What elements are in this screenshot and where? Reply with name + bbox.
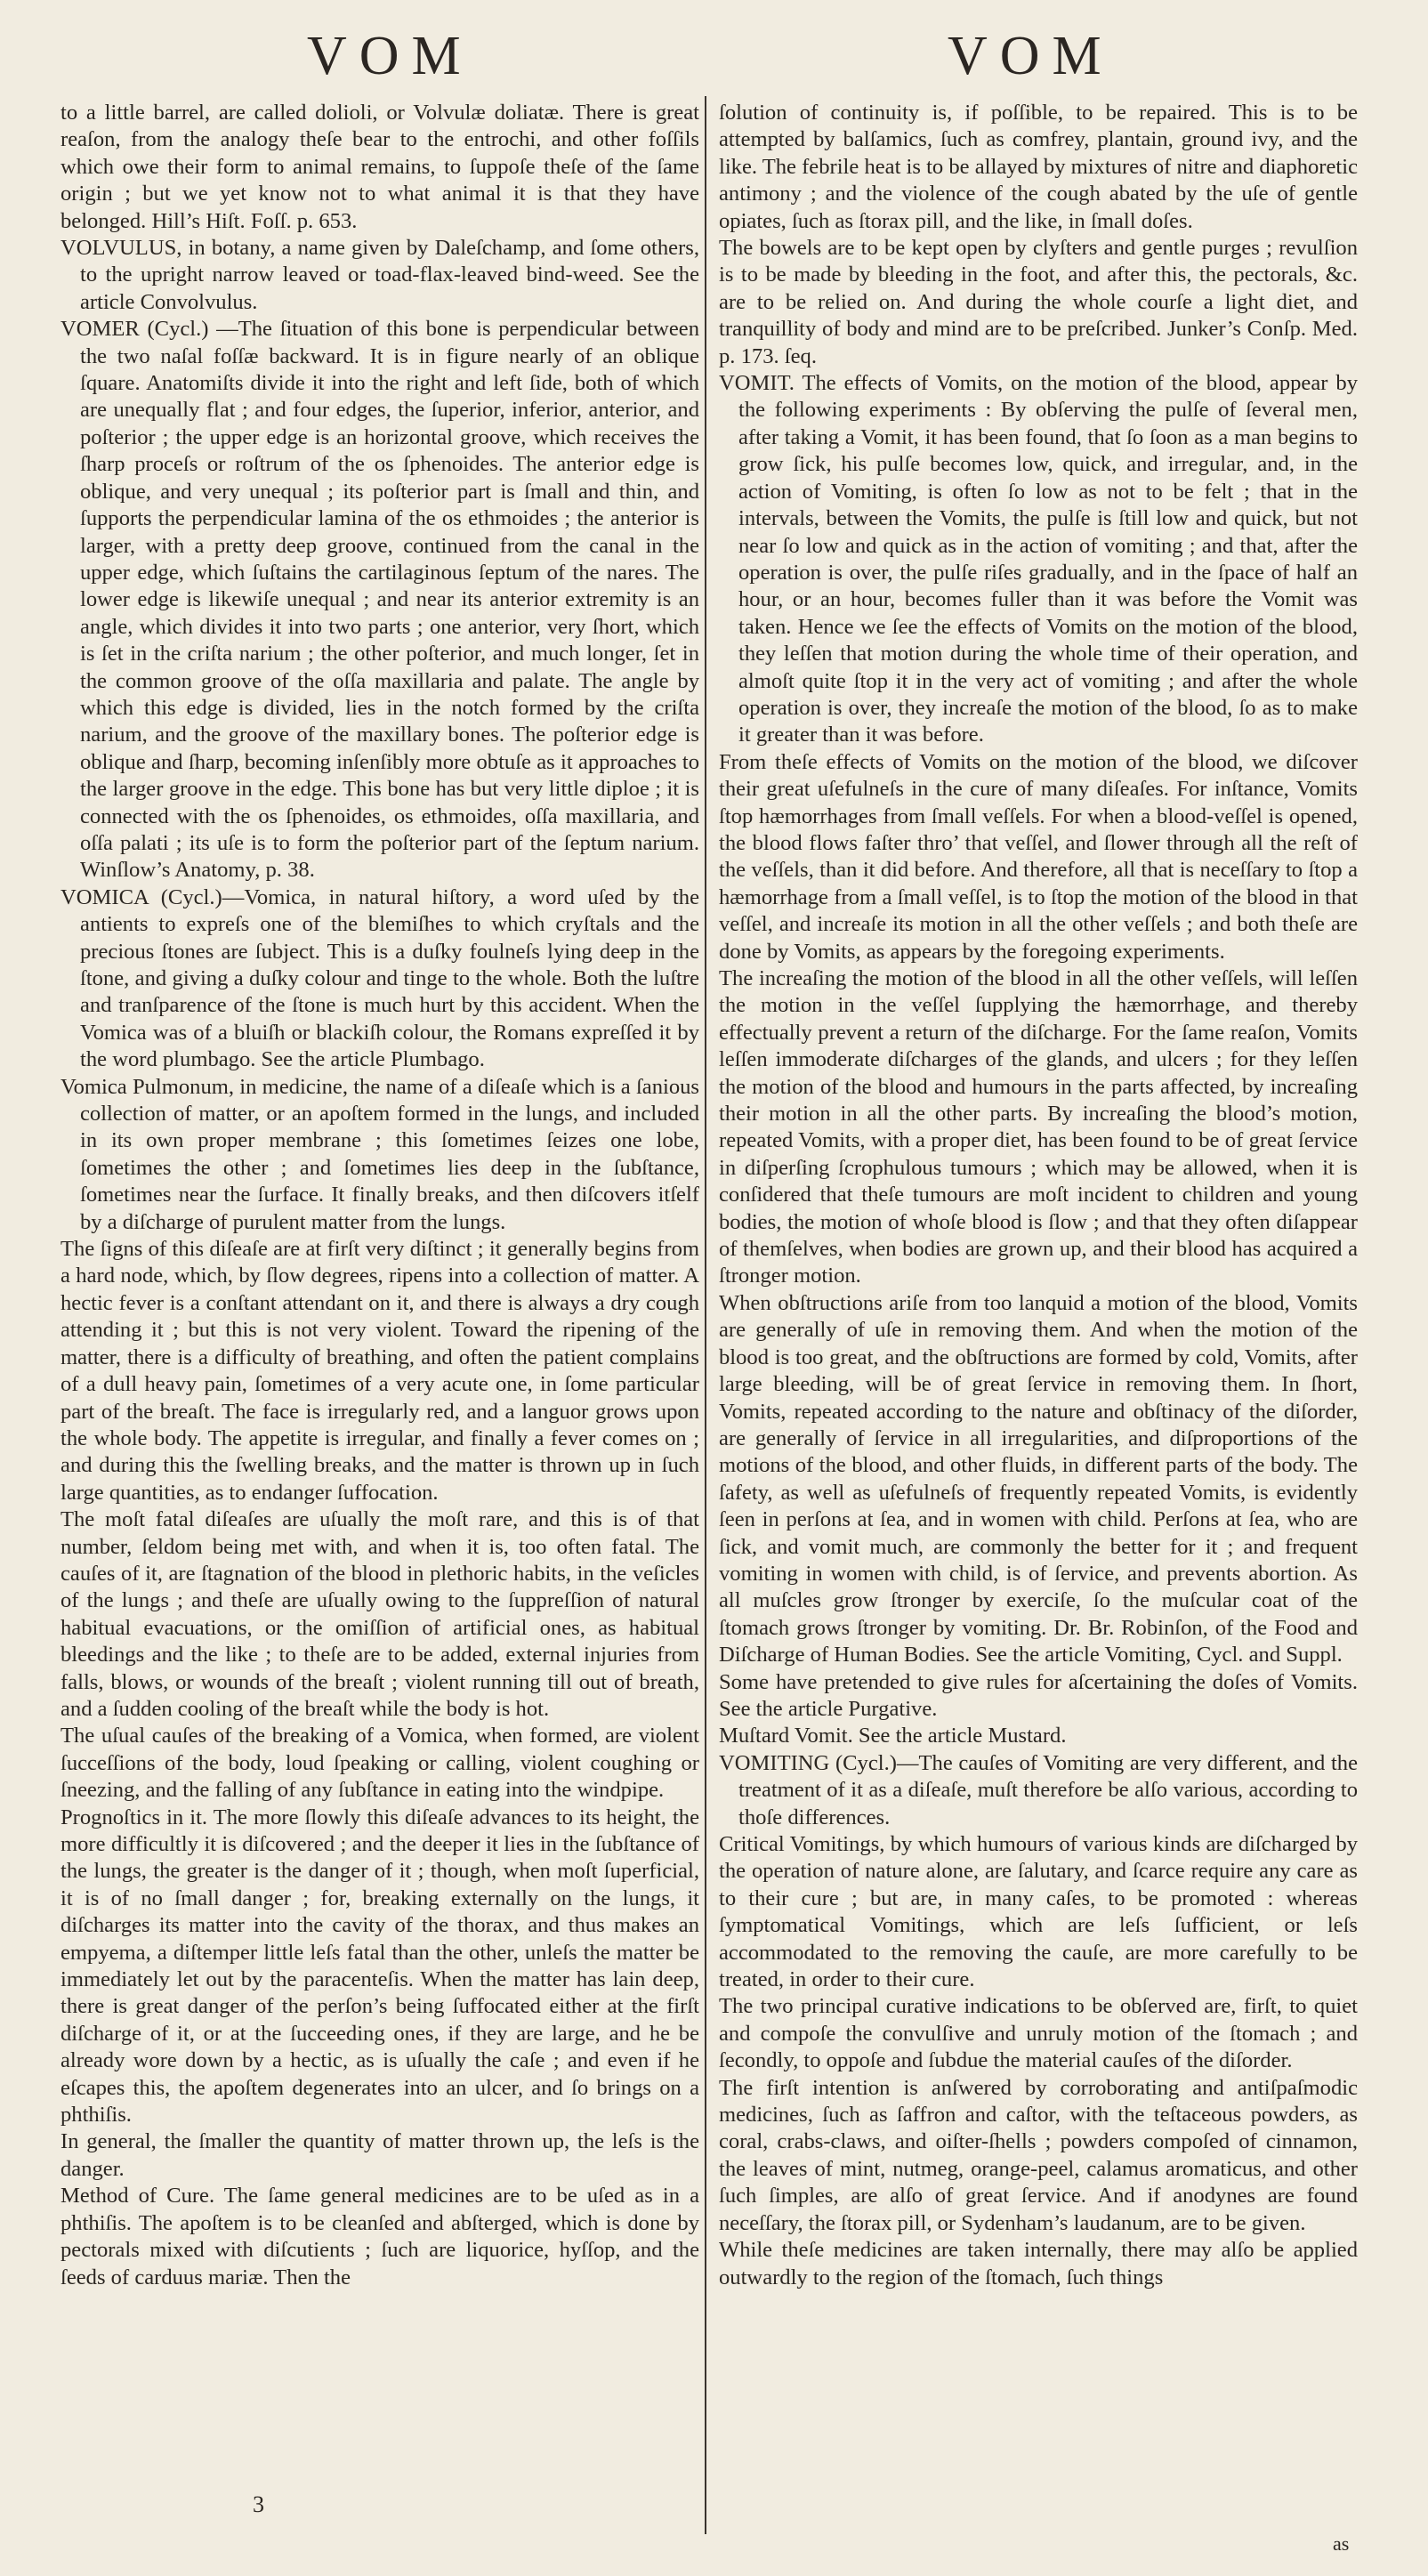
paragraph: While theſe medicines are taken internally, there may alſo be applied outwardly to the region of the ſtomach, ſuch things xyxy=(719,2238,1358,2289)
paragraph: Some have pretended to give rules for aſcertaining the doſes of Vomits. See the article Purgative. xyxy=(719,1669,1358,1721)
entry-volvulus: VOLVULUS, in botany, a name given by Daleſchamp, and ſome others, to the upright narrow leaved or toad-flax-leaved bind-weed. See the article Convolvulus. xyxy=(61,236,699,314)
entry-vomica-pulmonum: Vomica Pulmonum, in medicine, the name of a diſeaſe which is a ſanious collection of matter, or an apoſtem formed in the lungs, and included in its own proper membrane ; this ſometimes ſeizes one lobe, ſometimes the other ; and ſometimes lies deep in the ſubſtance, ſometimes near the ſurface. It finally breaks, and then diſcovers itſelf by a diſcharge of purulent matter from the lungs. xyxy=(61,1074,699,1234)
running-head-right: VOM xyxy=(948,26,1114,86)
entry-vomit: VOMIT. The effects of Vomits, on the motion of the blood, appear by the following experiments : By obſerving the pulſe of ſeveral men, after taking a Vomit, it has been found, that ſo ſoon as a man begins to grow ſick, his pulſe becomes low, quick, and irregular, and, in the action of Vomiting, is often ſo low as not to be felt ; that in the intervals, between the Vomits, the pulſe is ſtill low and quick, but not near ſo low and quick as in the action of vomiting ; and that, after the operation is over, the pulſe riſes gradually, and in the ſpace of half an hour, or an hour, becomes fuller than it was before the Vomit was taken. Hence we ſee the effects of Vomits on the motion of the blood, they leſſen that motion during the whole time of their operation, and almoſt quite ſtop it in the very act of vomiting ; and after the whole operation is over, they increaſe the motion of the blood, ſo as to make it greater than it was before. xyxy=(719,371,1358,747)
running-head-left: VOM xyxy=(307,26,473,86)
paragraph: In general, the ſmaller the quantity of matter thrown up, the leſs is the danger. xyxy=(61,2129,699,2181)
paragraph: When obſtructions ariſe from too lanquid a motion of the blood, Vomits are generally of uſe in removing them. And when the motion of the blood is too great, and the obſtructions are formed by cold, Vomits, after large bleeding, will be of great ſervice in removing them. In ſhort, Vomits, repeated according to the nature and obſtinacy of the diſorder, are generally of ſervice in all irregularities, and diſproportions of the motions of the blood, and other fluids, in different parts of the body. The ſafety, as well as uſefulneſs of frequently repeated Vomits, is evidently ſeen in perſons at ſea, and in women with child. Perſons at ſea, who are ſick, and vomit much, are commonly the better for it ; and frequent vomiting in women with child, is of ſervice, and prevents abortion. As all muſcles grow ſtronger by exerciſe, ſo the muſcular coat of the ſtomach grows ſtronger by vomiting. Dr. Br. Robinſon, of the Food and Diſcharge of Human Bodies. See the article Vomiting, Cycl. and Suppl. xyxy=(719,1290,1358,1668)
page-number: 3 xyxy=(253,2491,264,2517)
column-rule xyxy=(705,96,706,2534)
catchword: as xyxy=(1333,2532,1350,2555)
paragraph: The uſual cauſes of the breaking of a Vomica, when formed, are violent ſucceſſions of the body, loud ſpeaking or calling, violent coughing or ſneezing, and the falling of any ſubſtance in eating into the windpipe. xyxy=(61,1724,699,1803)
entry-vomica: VOMICA (Cycl.)—Vomica, in natural hiſtory, a word uſed by the antients to expreſs one of the blemiſhes to which cryſtals and the precious ſtones are ſubject. This is a duſky foulneſs lying deep in the ſtone, and giving a duſky colour and tinge to the whole. Both the luſtre and tranſparence of the ſtone is much hurt by this accident. When the Vomica was of a bluiſh or blackiſh colour, the Romans expreſſed it by the word plumbago. See the article Plumbago. xyxy=(61,884,699,1072)
paragraph: Prognoſtics in it. The more ſlowly this diſeaſe advances to its height, the more difficultly it is diſcovered ; and the deeper it lies in the ſubſtance of the lungs, the greater is the danger of it ; though, when moſt ſuperficial, it is of no ſmall danger ; for, breaking externally on the lungs, it diſcharges its matter into the cavity of the thorax, and thus makes an empyema, a diſtemper little leſs fatal than the other, unleſs the matter be immediately let out by the paracenteſis. When the matter has lain deep, there is great danger of the perſon’s being ſuffocated either at the firſt diſcharge of it, or at the ſucceeding ones, if they are large, and he be already wore down by a hectic, as is uſually the caſe ; and even if he eſcapes this, the apoſtem degenerates into an ulcer, and ſo brings on a phthiſis. xyxy=(61,1805,699,2128)
paragraph: From theſe effects of Vomits on the motion of the blood, we diſcover their great uſefulneſs in the cure of many diſeaſes. For inſtance, Vomits ſtop hæmorrhages from ſmall veſſels. For when a blood-veſſel is opened, the blood flows faſter thro’ that veſſel, and ſlower through all the reſt of the veſſels, than it did before. And therefore, all that is neceſſary to ſtop a hæmorrhage from a ſmall veſſel, is to ſtop the motion of the blood in that veſſel, and increaſe its motion in all the other veſſels ; and both theſe are done by Vomits, as appears by the foregoing experiments. xyxy=(719,749,1358,964)
paragraph: ſolution of continuity is, if poſſible, to be repaired. This is to be attempted by balſamics, ſuch as comfrey, plantain, ground ivy, and the like. The febrile heat is to be allayed by mixtures of nitre and diaphoretic antimony ; and the violence of the cough abated by the uſe of gentle opiates, ſuch as ſtorax pill, and the like, in ſmall doſes. xyxy=(719,101,1358,233)
paragraph: The increaſing the motion of the blood in all the other veſſels, will leſſen the motion in the veſſel ſupplying the hæmorrhage, and thereby effectually prevent a return of the diſcharge. For the ſame reaſon, Vomits leſſen immoderate diſcharges of the glands, and ulcers ; for they leſſen the motion of the blood and humours in the parts affected, by increaſing their motion in all the other parts. By increaſing the blood’s motion, repeated Vomits, with a proper diet, has been found to be of great ſervice in diſperſing ſcrophulous tumours ; which may be allowed, when it is conſidered that theſe tumours are moſt incident to children and young bodies, the motion of whoſe blood is ſlow ; and that they often diſappear of themſelves, when bodies are grown up, and their blood has acquired a ſtronger motion. xyxy=(719,966,1358,1288)
paragraph: The bowels are to be kept open by clyſters and gentle purges ; revulſion is to be made by bleeding in the foot, and after this, the pectorals, &c. are to be relied on. And during the whole courſe a light diet, and tranquillity of body and mind are to be preſcribed. Junker’s Conſp. Med. p. 173. ſeq. xyxy=(719,236,1358,368)
entry-vomer: VOMER (Cycl.) —The ſituation of this bone is perpendicular between the two naſal foſſæ backward. It is in figure nearly of an oblique ſquare. Anatomiſts divide it into the right and left ſide, both of which are unequally flat ; and four edges, the ſuperior, inferior, anterior, and poſterior ; the upper edge is an horizontal groove, which receives the ſharp proceſs or roſtrum of the os ſphenoides. The anterior edge is oblique, and very unequal ; its poſterior part is ſmall and thin, and ſupports the perpendicular lamina of the os ethmoides ; the anterior is larger, with a pretty deep groove, continued from the canal in the upper edge, which ſuſtains the cartilaginous ſeptum of the nares. The lower edge is likewiſe unequal ; and near its anterior extremity is an angle, which divides it into two parts ; one anterior, very ſhort, which is ſet in the criſta narium ; the other poſterior, and much longer, ſet in the common groove of the oſſa maxillaria and palate. The angle by which this edge is divided, lies in the notch formed by the criſta narium, and the groove of the maxillary bones. The poſterior edge is oblique and ſharp, becoming inſenſibly more obtuſe as it approaches to the larger groove in the edge. This bone has but very little diploe ; it is connected with the os ſphenoides, os ethmoides, oſſa maxillaria, and oſſa palati ; its uſe is to form the poſterior part of the ſeptum narium. Winſlow’s Anatomy, p. 38. xyxy=(61,317,699,883)
paragraph: The two principal curative indications to be obſerved are, firſt, to quiet and compoſe the convulſive and unruly motion of the ſtomach ; and ſecondly, to oppoſe and ſubdue the material cauſes of the diſorder. xyxy=(719,1994,1358,2073)
right-column xyxy=(719,100,1358,2291)
entry-mustard-vomit: Muſtard Vomit. See the article Mustard. xyxy=(719,1724,1067,1748)
paragraph: The firſt intention is anſwered by corroborating and antiſpaſmodic medicines, ſuch as ſaffron and caſtor, with the teſtaceous powders, as coral, crabs-claws, and oiſter-ſhells ; powders compoſed of cinnamon, the leaves of mint, nutmeg, orange-peel, calamus aromaticus, and other ſuch ſimples, are alſo of great ſervice. And if anodynes are found neceſſary, the ſtorax pill, or Sydenham’s laudanum, are to be given. xyxy=(719,2075,1358,2235)
paragraph: to a little barrel, are called dolioli, or Volvulæ doliatæ. There is great reaſon, from the analogy theſe bear to the entrochi, and other foſſils which owe their form to animal remains, to ſuppoſe theſe of the ſame origin ; but we yet know not to what animal it is that they have belonged. Hill’s Hiſt. Foſſ. p. 653. xyxy=(61,101,699,233)
paragraph: The ſigns of this diſeaſe are at firſt very diſtinct ; it generally begins from a hard node, which, by ſlow degrees, ripens into a collection of matter. A hectic fever is a conſtant attendant on it, and there is always a dry cough attending it ; but this is not very violent. Toward the ripening of the matter, there is a difficulty of breathing, and often the patient complains of a dull heavy pain, ſometimes of a very acute one, in ſome particular part of the breaſt. The face is irregularly red, and a languor grows upon the whole body. The appetite is irregular, and finally a fever comes on ; and during this the ſwelling breaks, and the matter is thrown up in ſuch large quantities, as to endanger ſuffocation. xyxy=(61,1237,699,1505)
paragraph: Method of Cure. The ſame general medicines are to be uſed as in a phthiſis. The apoſtem is to be cleanſed and abſterged, which is done by pectorals mixed with diſcutients ; ſuch are liquorice, hyſſop, and the ſeeds of carduus mariæ. Then the xyxy=(61,2184,699,2289)
paragraph: Critical Vomitings, by which humours of various kinds are diſcharged by the operation of nature alone, are ſalutary, and ſcarce require any care as to their cure ; but are, in many caſes, to be promoted : whereas ſymptomatical Vomitings, which are leſs ſufficient, or leſs accommodated to the removing the cauſe, are more carefully to be treated, in order to their cure. xyxy=(719,1832,1358,1992)
left-column xyxy=(61,100,699,2291)
paragraph: The moſt fatal diſeaſes are uſually the moſt rare, and this is of that number, ſeldom being met with, and when it is, too often fatal. The cauſes of it, are ſtagnation of the blood in plethoric habits, in the veſicles of the lungs ; and theſe are uſually owing to the ſuppreſſion of natural habitual evacuations, or the omiſſion of artificial ones, as habitual bleedings and the like ; to theſe are to be added, external injuries from falls, blows, or wounds of the breaſt ; violent running till out of breath, and a ſudden cooling of the breaſt while the body is hot. xyxy=(61,1507,699,1721)
entry-vomiting: VOMITING (Cycl.)—The cauſes of Vomiting are very different, and the treatment of it as a diſeaſe, muſt therefore be alſo various, according to thoſe differences. xyxy=(719,1750,1358,1829)
